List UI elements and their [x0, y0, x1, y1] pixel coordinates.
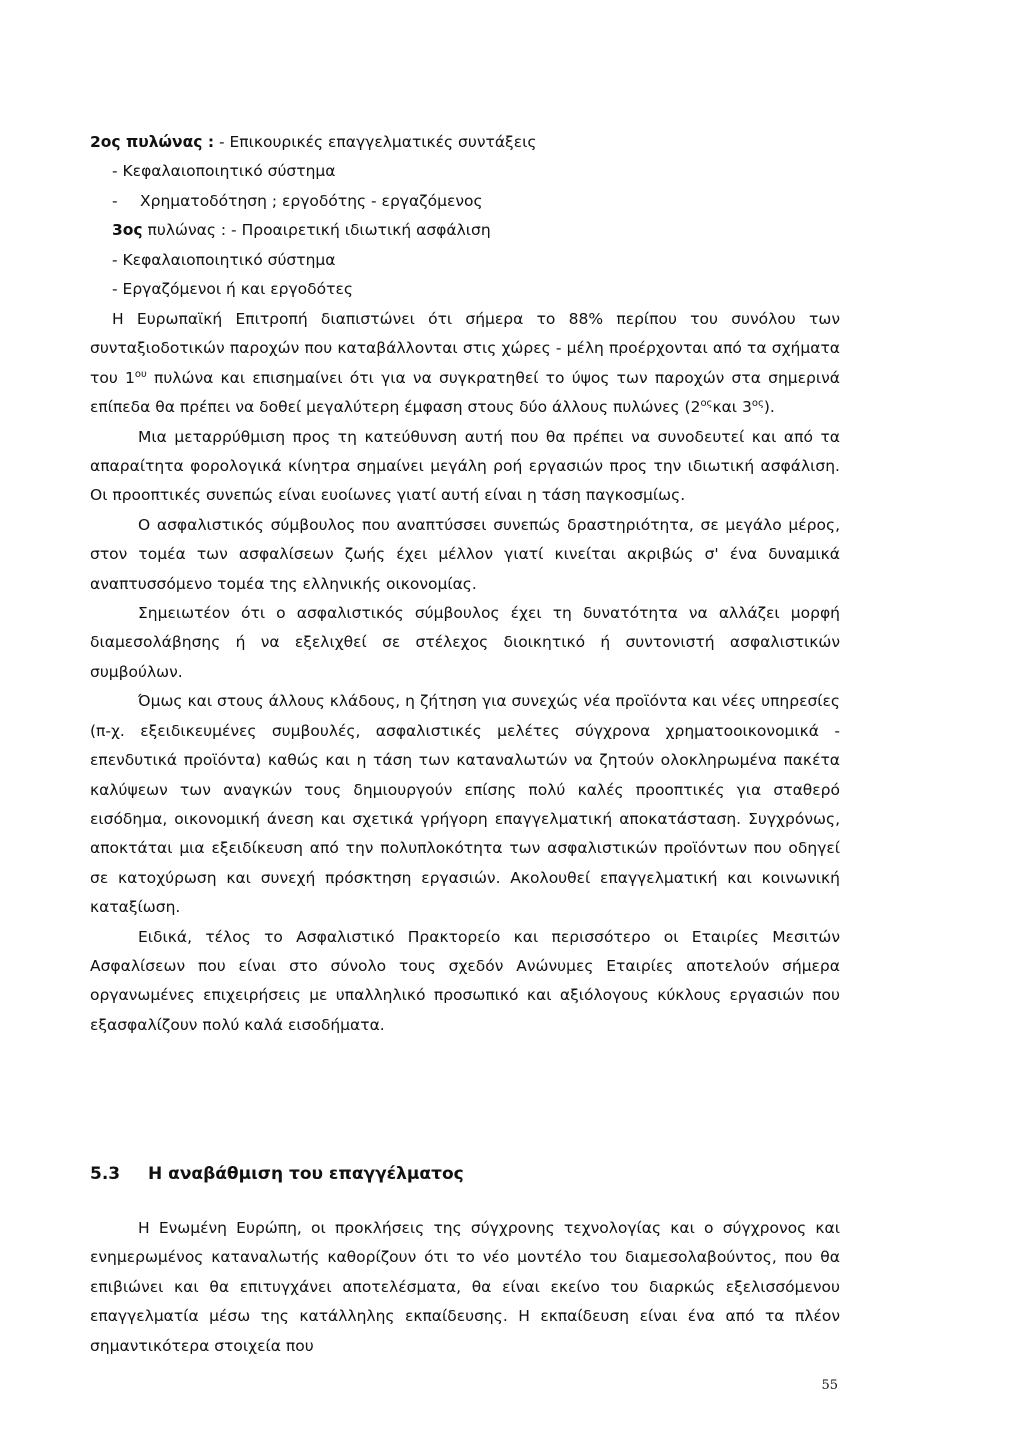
paragraph-note: Σημειωτέον ότι ο ασφαλιστικός σύμβουλος έχει τη δυνατότητα να αλλάζει μορφή διαμεσολάβησης ή να εξελιχθεί σε στέλεχος διοικητικό ή συντονιστή ασφαλιστικών συμβούλων.	[90, 604, 840, 681]
pylon-3-text: πυλώνας : - Προαιρετική ιδιωτική ασφάλιση	[142, 221, 491, 240]
section-body	[90, 1214, 840, 1361]
section-number: 5.3	[90, 1164, 121, 1184]
paragraph-1-part-b: πυλώνα και επισημαίνει ότι για να συγκρατηθεί το ύψος των παροχών στα σημερινά επίπεδα θα πρέπει να δοθεί μεγαλύτερη έμφαση στους δύο άλλους πυλώνες (2	[90, 368, 840, 417]
pylon-3-item-2: - Εργαζόμενοι ή και εργοδότες	[112, 280, 353, 299]
pylon-3-label: 3ος	[112, 221, 143, 240]
paragraph-other-branches: Όμως και στους άλλους κλάδους, η ζήτηση για συνεχώς νέα προϊόντα και νέες υπηρεσίες (π-χ. εξειδικευμένες συμβουλές, ασφαλιστικές μελέτες σύγχρονα χρηματοοικονομικά - επενδυτικά προϊόντα) καθώς και η τάση των καταναλωτών να ζητούν ολοκληρωμένα πακέτα καλύψεων των αναγκών τους δημιουργούν επίσης πολύ καλές προοπτικές για σταθερό εισόδημα, οικονομική άνεση και σχετικά γρήγορη επαγγελματική αποκατάσταση. Συγχρόνως, αποκτάται μια εξειδίκευση από την πολυπλοκότητα των ασφαλιστικών προϊόντων που οδηγεί σε κατοχύρωση και συνεχή πρόσκτηση εργασιών. Ακολουθεί επαγγελματική και κοινωνική καταξίωση.	[90, 692, 840, 917]
pylon-2-item-2	[90, 187, 840, 216]
paragraph-eu-commission	[90, 305, 840, 423]
body-text	[90, 305, 840, 1040]
superscript-os-2: ος	[751, 398, 764, 410]
paragraph-agencies: Ειδικά, τέλος το Ασφαλιστικό Πρακτορείο και περισσότερο οι Εταιρίες Μεσιτών Ασφαλίσεων που είναι στο σύνολο τους σχεδόν Ανώνυμες Εταιρίες αποτελούν σήμερα οργανωμένες επιχειρήσεις με υπαλληλικό προσωπικό και αξιόλογους κύκλους εργασιών που εξασφαλίζουν πολύ καλά εισοδήματα.	[90, 927, 840, 1034]
paragraph-insurance-advisor: Ο ασφαλιστικός σύμβουλος που αναπτύσσει συνεπώς δραστηριότητα, σε μεγάλο μέρος, στον τομέα των ασφαλίσεων ζωής έχει μέλλον γιατί κινείται ακριβώς σ' ένα δυναμικά αναπτυσσόμενο τομέα της ελληνικής οικονομίας.	[90, 515, 840, 593]
paragraph-1-part-c: και 3	[712, 398, 752, 417]
pylon-2-label: 2ος πυλώνας :	[90, 133, 215, 151]
section-title: Η αναβάθμιση του επαγγέλματος	[148, 1164, 464, 1184]
page-number: 55	[821, 1378, 838, 1393]
pylon-2-item-1: - Κεφαλαιοποιητικό σύστημα	[112, 162, 336, 181]
pylon-3-line	[90, 216, 840, 245]
superscript-os-1: ος	[700, 398, 713, 410]
pylon-2-item-2-dash: -	[112, 191, 118, 210]
pylon-2-line	[90, 128, 840, 157]
section-heading	[90, 1164, 840, 1184]
section-paragraph-1: Η Ενωμένη Ευρώπη, οι προκλήσεις της σύγχρονης τεχνολογίας και ο σύγχρονος και ενημερωμένος καταναλωτής καθορίζουν ότι το νέο μοντέλο του διαμεσολαβούντος, που θα επιβιώνει και θα επιτυγχάνει αποτελέσματα, θα είναι εκείνο του διαρκώς εξελισσόμενου επαγγελματία μέσω της κατάλληλης εκπαίδευσης. Η εκπαίδευση είναι ένα από τα πλέον σημαντικότερα στοιχεία που	[90, 1219, 840, 1355]
pylon-list	[90, 128, 840, 304]
pylon-3-item-1: - Κεφαλαιοποιητικό σύστημα	[112, 250, 336, 269]
superscript-ou: ου	[134, 368, 147, 380]
paragraph-1-part-d: ).	[763, 398, 775, 417]
paragraph-reform: Μια μεταρρύθμιση προς τη κατεύθυνση αυτή που θα πρέπει να συνοδευτεί και από τα απαραίτητα φορολογικά κίνητρα σημαίνει μεγάλη ροή εργασιών προς την ιδιωτική ασφάλιση. Οι προοπτικές συνεπώς είναι ευοίωνες γιατί αυτή είναι η τάση παγκοσμίως.	[90, 427, 840, 505]
pylon-2-item-2-text: Χρηματοδότηση ; εργοδότης - εργαζόμενος	[140, 191, 483, 210]
pylon-2-text: - Επικουρικές επαγγελματικές συντάξεις	[214, 133, 537, 151]
paragraph-1-part-a: Η Ευρωπαϊκή Επιτροπή διαπιστώνει ότι σήμερα το 88% περίπου του συνόλου των συνταξιοδοτικών παροχών που καταβάλλονται στις χώρες - μέλη προέρχονται από τα σχήματα του 1	[90, 310, 840, 387]
